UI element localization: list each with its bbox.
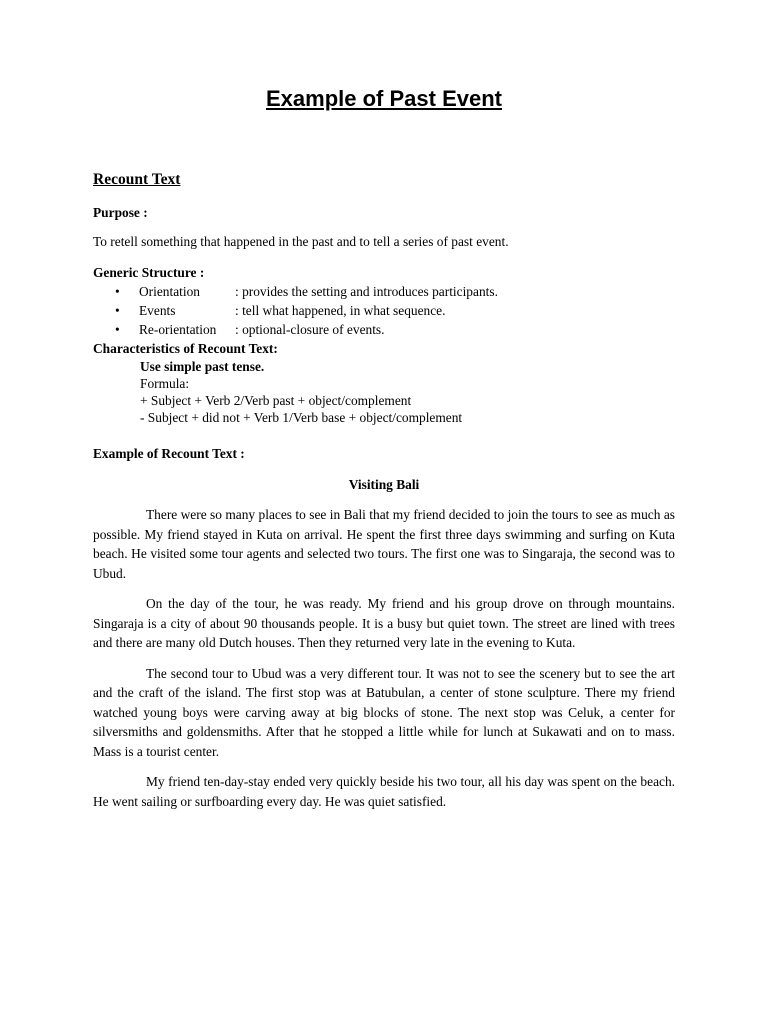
purpose-text: To retell something that happened in the past and to tell a series of past event. xyxy=(93,234,509,249)
bullet-icon: • xyxy=(115,284,120,299)
story-text xyxy=(93,505,675,811)
formula-positive: + Subject + Verb 2/Verb past + object/complement xyxy=(140,393,412,408)
document-title: Example of Past Event xyxy=(266,86,502,111)
story-paragraph: On the day of the tour, he was ready. My friend and his group drove on through mountains. Singaraja is a city of about 90 thousands people. It is a busy but quiet town. The street are lined with trees and there are many old Dutch houses. Then they returned very late in the evening to Kuta. xyxy=(93,596,675,650)
tense-rule: Use simple past tense. xyxy=(140,359,265,374)
formula-negative: - Subject + did not + Verb 1/Verb base + object/complement xyxy=(140,410,463,425)
generic-structure-list xyxy=(93,282,675,339)
story-paragraph: The second tour to Ubud was a very different tour. It was not to see the scenery but to see the art and the craft of the island. The first stop was at Batubulan, a center of stone sculpture. There my friend watched young boys were carving away at big blocks of stone. The next stop was Celuk, a center for silversmiths and goldensmiths. After that he stopped a little while for lunch at Sukawati and on to mass. Mass is a tourist center. xyxy=(93,665,675,759)
structure-description: : tell what happened, in what sequence. xyxy=(235,303,446,318)
list-item xyxy=(115,301,675,320)
story-paragraph: My friend ten-day-stay ended very quickly beside his two tour, all his day was spent on the beach. He went sailing or surfboarding every day. He was quiet satisfied. xyxy=(93,774,675,809)
story-title: Visiting Bali xyxy=(348,476,420,492)
characteristics-block xyxy=(93,358,675,426)
list-item xyxy=(115,320,675,339)
document-body xyxy=(93,170,675,822)
structure-term: Orientation xyxy=(139,284,200,299)
story-paragraph: There were so many places to see in Bali that my friend decided to join the tours to see as much as possible. My friend stayed in Kuta on arrival. He spent the first three days swimming and surfing on Kuta beach. He visited some tour agents and selected two tours. The first one was to Singaraja, the second was to Ubud. xyxy=(93,507,675,581)
example-label: Example of Recount Text : xyxy=(93,446,245,461)
structure-term: Re-orientation xyxy=(139,322,217,337)
purpose-label: Purpose : xyxy=(93,204,148,220)
bullet-icon: • xyxy=(115,303,120,318)
structure-description: : optional-closure of events. xyxy=(235,322,385,337)
structure-description: : provides the setting and introduces participants. xyxy=(235,284,498,299)
section-heading: Recount Text xyxy=(93,171,181,188)
bullet-icon: • xyxy=(115,322,120,337)
generic-structure-label: Generic Structure : xyxy=(93,264,205,280)
characteristics-label: Characteristics of Recount Text: xyxy=(93,341,278,356)
list-item xyxy=(115,282,675,301)
formula-label: Formula: xyxy=(140,376,190,391)
structure-term: Events xyxy=(139,303,176,318)
